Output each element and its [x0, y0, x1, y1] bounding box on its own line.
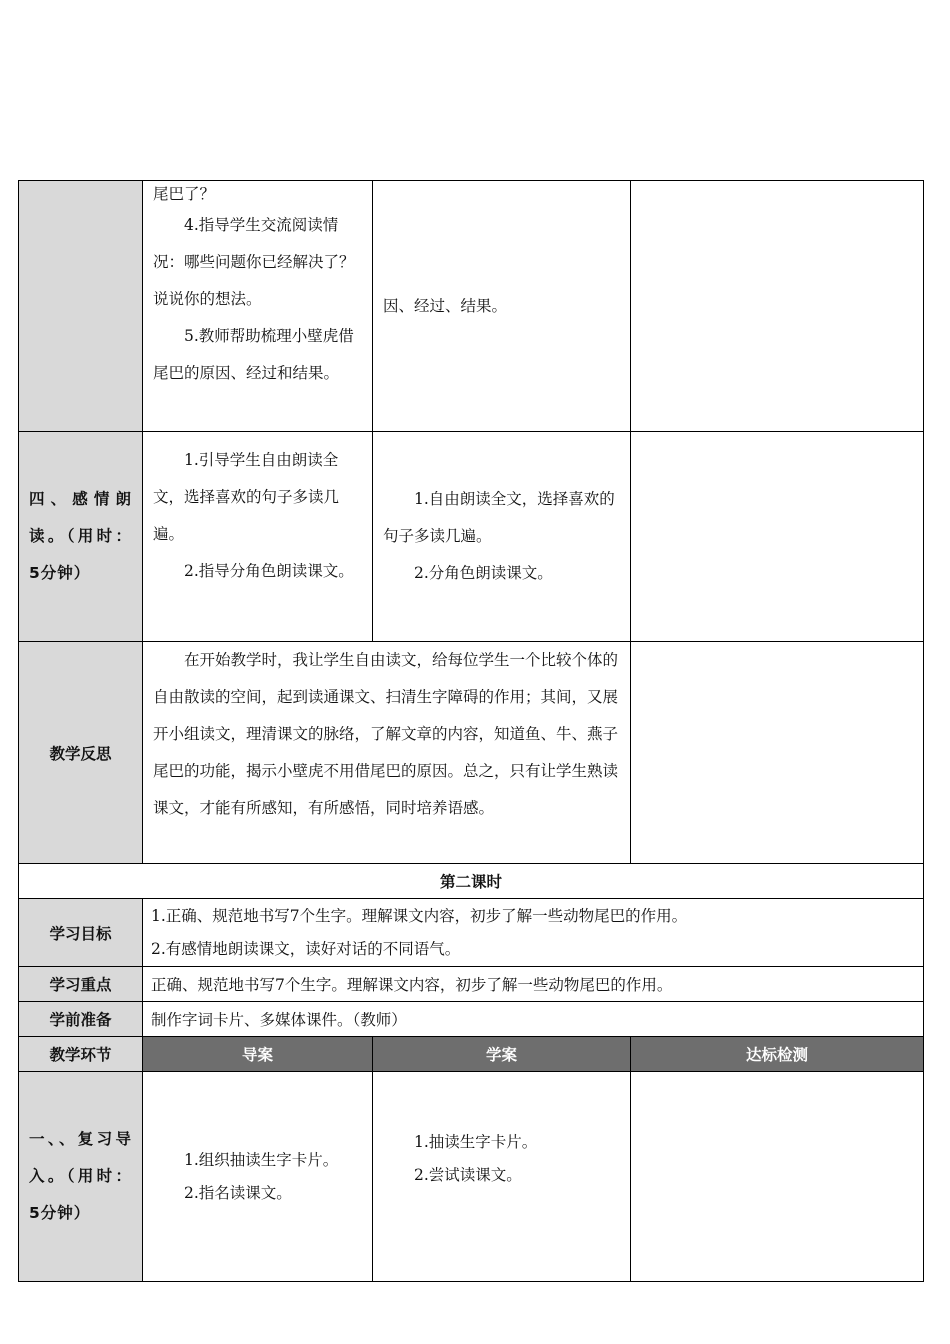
header-study: 学案	[373, 1037, 631, 1072]
reflection-label: 教学反思	[19, 642, 143, 864]
header-check: 达标检测	[631, 1037, 924, 1072]
stage-label	[19, 1072, 143, 1282]
guide-cell	[143, 432, 373, 642]
guide-text: 4.指导学生交流阅读情况：哪些问题你已经解决了？说说你的想法。	[153, 216, 355, 308]
guide-text: 1.组织抽读生字卡片。	[184, 1150, 339, 1169]
check-cell	[631, 181, 924, 432]
table-header-row	[19, 1037, 924, 1072]
table-row-section	[19, 864, 924, 899]
prep-text: 制作字词卡片、多媒体课件。（教师）	[143, 1002, 924, 1037]
header-guide: 导案	[143, 1037, 373, 1072]
guide-text: 5.教师帮助梳理小壁虎借尾巴的原因、经过和结果。	[153, 327, 354, 382]
reflection-cell	[143, 642, 631, 864]
goal-item: 2.有感情地朗读课文，读好对话的不同语气。	[151, 939, 461, 958]
study-cell	[373, 181, 631, 432]
goals-label: 学习目标	[19, 899, 143, 967]
stage-label	[19, 432, 143, 642]
table-row-prep	[19, 1002, 924, 1037]
stage-cell-empty	[19, 181, 143, 432]
lesson-plan-table	[18, 180, 924, 1282]
goals-cell	[143, 899, 924, 967]
study-text: 1.抽读生字卡片。	[414, 1133, 538, 1151]
focus-label: 学习重点	[19, 967, 143, 1002]
table-row-reflection	[19, 642, 924, 864]
study-text: 1.自由朗读全文，选择喜欢的句子多读几遍。	[383, 490, 615, 545]
header-stage: 教学环节	[19, 1037, 143, 1072]
stage-text: 一、、复习导入。（用时：5分钟）	[29, 1130, 132, 1222]
table-row-goals	[19, 899, 924, 967]
guide-text: 1.引导学生自由朗读全文，选择喜欢的句子多读几遍。	[153, 451, 340, 543]
stage-text: 四、感情朗读。（用时：5分钟）	[29, 490, 132, 582]
table-row-reading	[19, 432, 924, 642]
check-cell	[631, 432, 924, 642]
prep-label: 学前准备	[19, 1002, 143, 1037]
table-row-review	[19, 1072, 924, 1282]
study-cell	[373, 432, 631, 642]
focus-text: 正确、规范地书写7个生字。理解课文内容，初步了解一些动物尾巴的作用。	[143, 967, 924, 1002]
guide-text: 2.指导分角色朗读课文。	[184, 562, 354, 580]
table-row-continuation	[19, 181, 924, 432]
guide-cell	[143, 181, 373, 432]
study-cell	[373, 1072, 631, 1282]
check-cell	[631, 1072, 924, 1282]
study-text: 2.尝试读课文。	[414, 1166, 522, 1184]
table-row-focus	[19, 967, 924, 1002]
reflection-text: 在开始教学时，我让学生自由读文，给每位学生一个比较个体的自由散读的空间，起到读通课文、扫清生字障碍的作用；其间，又展开小组读文，理清课文的脉络，了解文章的内容，知道鱼、牛、燕子尾巴的功能，揭示小壁虎不用借尾巴的原因。总之，只有让学生熟读课文，才能有所感知，有所感悟，同时培养语感。	[153, 651, 619, 817]
goal-item: 1.正确、规范地书写7个生字。理解课文内容，初步了解一些动物尾巴的作用。	[151, 906, 688, 925]
check-cell	[631, 642, 924, 864]
study-text: 2.分角色朗读课文。	[414, 564, 553, 582]
study-text: 因、经过、结果。	[383, 296, 508, 315]
guide-text: 2.指名读课文。	[184, 1183, 292, 1202]
section-title: 第二课时	[19, 864, 924, 899]
guide-cell	[143, 1072, 373, 1282]
guide-text: 尾巴了？	[153, 185, 216, 203]
